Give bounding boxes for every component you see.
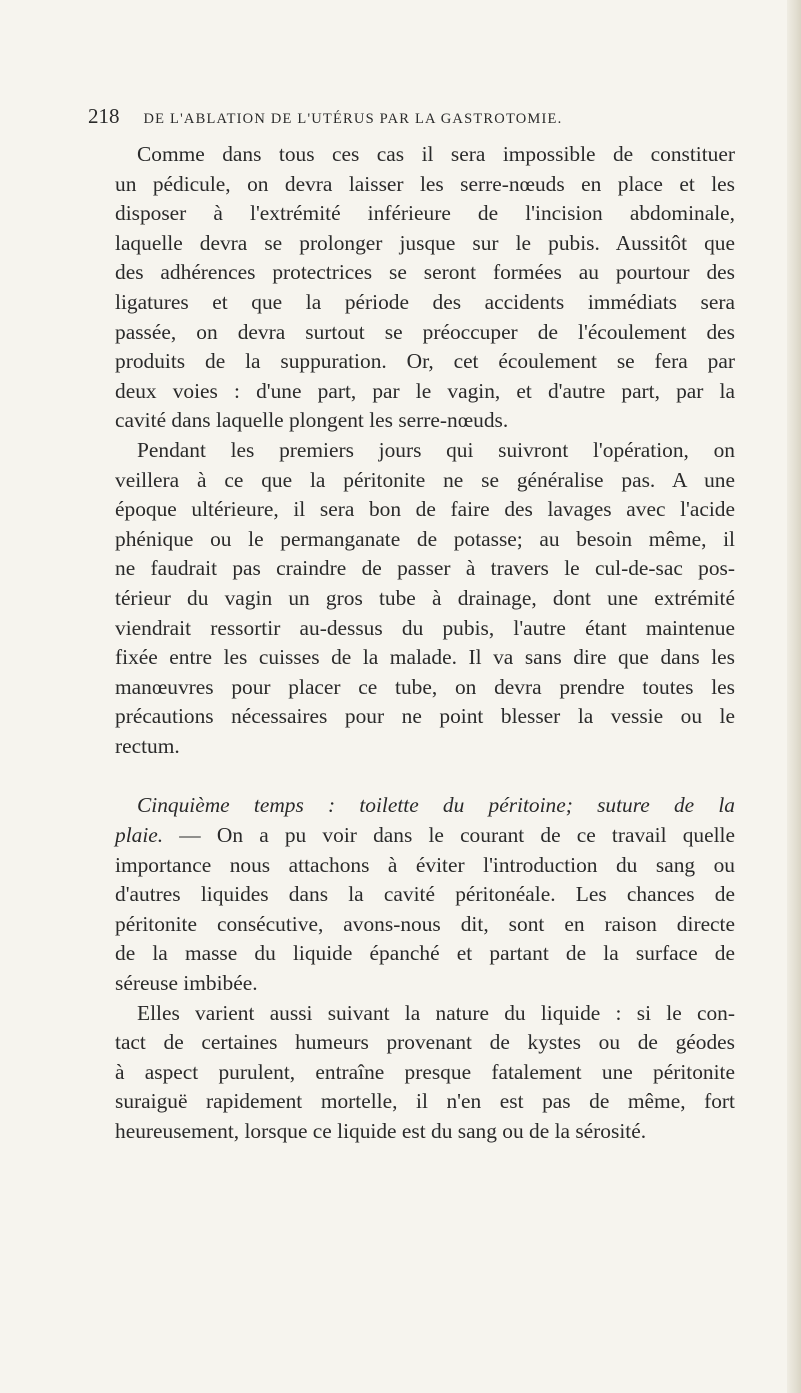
text-line: térieur du vagin un gros tube à drainage, dont une extrémité (115, 585, 735, 610)
text-line: péritonite consécutive, avons-nous dit, sont en raison directe (115, 911, 735, 936)
text-line: précautions nécessaires pour ne point blesser la vessie ou le (115, 704, 735, 729)
text-line: viendrait ressortir au-dessus du pubis, l'autre étant maintenue (115, 615, 735, 640)
text-line: séreuse imbibée. (115, 971, 258, 996)
section-heading-line (115, 791, 735, 821)
text-line: passée, on devra surtout se préoccuper de l'écoulement des (115, 319, 735, 344)
text-line: des adhérences protectrices se seront formées au pourtour des (115, 260, 735, 285)
text-line: Elles varient aussi suivant la nature du liquide : si le con- (137, 1000, 735, 1025)
text-line: ne faudrait pas craindre de passer à travers le cul-de-sac pos- (115, 556, 735, 581)
text-line: phénique ou le permanganate de potasse; au besoin même, il (115, 526, 735, 551)
text-line: veillera à ce que la péritonite ne se généralise pas. A une (115, 467, 735, 492)
section-heading-end: plaie. (115, 823, 164, 848)
text-line: heureusement, lorsque ce liquide est du sang ou de la sérosité. (115, 1119, 647, 1143)
text-line: à aspect purulent, entraîne presque fatalement une péritonite (115, 1059, 735, 1084)
text-line: Comme dans tous ces cas il sera impossible de constituer (137, 142, 735, 166)
text-line (115, 821, 735, 851)
text-line: tact de certaines humeurs provenant de kystes ou de géodes (115, 1030, 735, 1055)
text-line: époque ultérieure, il sera bon de faire des lavages avec l'acide (115, 497, 735, 522)
running-header (88, 104, 708, 129)
text-line: de la masse du liquide épanché et partant de la surface de (115, 941, 735, 966)
text-line: d'autres liquides dans la cavité péritonéale. Les chances de (115, 882, 735, 907)
text-line: rectum. (115, 733, 180, 758)
text-line: suraiguë rapidement mortelle, il n'en est pas de même, fort (115, 1089, 735, 1114)
text-line: ligatures et que la période des accidents immédiats sera (115, 289, 735, 314)
section-heading: Cinquième temps : toilette du péritoine; suture de la (137, 793, 735, 818)
text-line: Pendant les premiers jours qui suivront l'opération, on (137, 437, 735, 462)
text-line: manœuvres pour placer ce tube, on devra prendre toutes les (115, 674, 735, 699)
page-edge-shadow (787, 0, 801, 1393)
text-line: deux voies : d'une part, par le vagin, et d'autre part, par la (115, 378, 735, 403)
section-lead-text: — On a pu voir dans le courant de ce travail quelle (163, 823, 735, 848)
body-text (115, 140, 735, 1147)
text-line: fixée entre les cuisses de la malade. Il va sans dire que dans les (115, 645, 735, 670)
text-line: disposer à l'extrémité inférieure de l'incision abdominale, (115, 201, 735, 226)
text-line: produits de la suppuration. Or, cet écoulement se fera par (115, 349, 735, 374)
text-line: importance nous attachons à éviter l'introduction du sang ou (115, 852, 735, 877)
text-line: laquelle devra se prolonger jusque sur le pubis. Aussitôt que (115, 230, 735, 255)
section-gap (115, 761, 735, 791)
text-line: cavité dans laquelle plongent les serre-nœuds. (115, 408, 509, 433)
page-number: 218 (88, 104, 120, 128)
running-title: DE L'ABLATION DE L'UTÉRUS PAR LA GASTROTOMIE. (143, 111, 563, 127)
text-line: un pédicule, on devra laisser les serre-nœuds en place et les (115, 171, 735, 196)
